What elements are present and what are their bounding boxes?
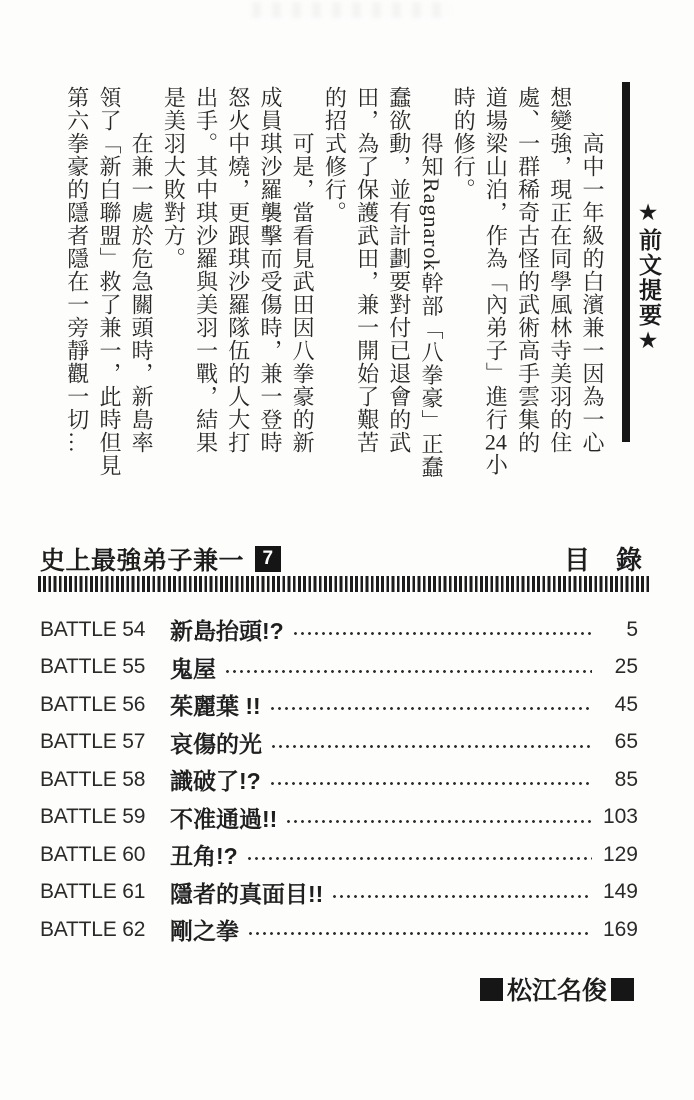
black-square-icon	[611, 978, 634, 1001]
dot-leader	[271, 782, 592, 785]
chapter-label: BATTLE 56	[40, 692, 146, 716]
toc-entry	[40, 911, 638, 949]
stripe-divider	[38, 576, 650, 592]
chapter-label: BATTLE 60	[40, 842, 146, 866]
page-number: 65	[614, 730, 638, 754]
toc-entry	[40, 874, 638, 912]
dot-leader	[249, 932, 592, 935]
toc-entry	[40, 836, 638, 874]
dot-leader	[333, 895, 592, 898]
page-number: 5	[626, 617, 638, 641]
toc-entry	[40, 761, 638, 799]
chapter-title: 哀傷的光	[170, 730, 262, 757]
synopsis-line: 領了「新白聯盟」救了兼一，此時但見	[96, 86, 122, 477]
chapter-title: 不准通過!!	[170, 805, 278, 832]
print-bleed-artifact	[252, 2, 452, 18]
chapter-label: BATTLE 58	[40, 767, 146, 791]
chapter-label: BATTLE 57	[40, 730, 146, 754]
synopsis-line: 處、一群稀奇古怪的武術高手雲集的	[515, 86, 541, 454]
chapter-label: BATTLE 54	[40, 617, 146, 641]
synopsis-line: 第六拳豪的隱者隱在一旁靜觀一切…	[64, 86, 90, 454]
synopsis-line: 可是，當看見武田因八拳豪的新	[290, 86, 316, 454]
synopsis-line: 蠢欲動，並有計劃要對付已退會的武	[386, 86, 412, 454]
synopsis-line: 高中一年級的白濱兼一因為一心	[580, 86, 605, 454]
dot-leader	[271, 707, 592, 710]
synopsis-line: 在兼一處於危急關頭時，新島率	[129, 86, 155, 454]
chapter-title: 識破了!?	[170, 768, 261, 795]
black-square-icon	[480, 978, 503, 1001]
chapter-label: BATTLE 59	[40, 805, 146, 829]
toc-heading: 目 錄	[563, 545, 642, 575]
synopsis-heading: ★前文提要★	[636, 200, 662, 356]
synopsis-line: 想變強，現正在同學風林寺美羽的住	[547, 86, 573, 454]
synopsis-line: 出手。其中琪沙羅與美羽一戰，結果	[193, 86, 219, 454]
chapter-label: BATTLE 62	[40, 917, 146, 941]
dot-leader	[226, 670, 592, 673]
series-title-text: 史上最強弟子兼一	[40, 547, 245, 575]
page-number: 169	[602, 917, 638, 941]
author-name: 松江名俊	[506, 977, 607, 1005]
synopsis-line: 成員琪沙羅襲擊而受傷時，兼一登時	[257, 86, 283, 454]
toc-entry	[40, 686, 638, 724]
chapter-title: 隱者的真面目!!	[170, 880, 324, 907]
toc-list	[40, 611, 638, 949]
synopsis-line: 的招式修行。	[322, 86, 348, 224]
page-number: 129	[602, 842, 638, 866]
chapter-title: 茱麗葉 !!	[170, 693, 261, 720]
synopsis-line: 是美羽大敗對方。	[161, 86, 187, 270]
chapter-title: 鬼屋	[170, 655, 216, 682]
dot-leader	[272, 745, 592, 748]
toc-entry	[40, 649, 638, 687]
series-title	[40, 541, 281, 577]
synopsis-divider-bar	[622, 82, 630, 442]
dot-leader	[287, 820, 592, 823]
chapter-title: 丑角!?	[170, 843, 238, 870]
page-number: 45	[614, 692, 638, 716]
author-credit	[480, 971, 634, 1007]
page-number: 149	[602, 880, 638, 904]
synopsis-text	[61, 86, 608, 479]
volume-number-badge: 7	[255, 546, 281, 572]
page-number: 103	[602, 805, 638, 829]
synopsis-line: 時的修行。	[451, 86, 477, 201]
synopsis-line: 田，為了保護武田，兼一開始了艱苦	[354, 86, 380, 454]
chapter-label: BATTLE 55	[40, 655, 146, 679]
page-number: 25	[614, 655, 638, 679]
chapter-title: 新島抬頭!?	[170, 618, 284, 645]
page-number: 85	[614, 767, 638, 791]
chapter-title: 剛之拳	[170, 918, 239, 945]
synopsis-line: 道場梁山泊，作為「內弟子」進行24小	[483, 86, 509, 476]
dot-leader	[294, 632, 592, 635]
synopsis-line: 得知Ragnarok幹部「八拳豪」正蠢	[418, 86, 444, 479]
chapter-label: BATTLE 61	[40, 880, 146, 904]
toc-entry	[40, 799, 638, 837]
dot-leader	[248, 857, 592, 860]
synopsis-line: 怒火中燒，更跟琪沙羅隊伍的人大打	[225, 86, 251, 454]
toc-entry	[40, 611, 638, 649]
toc-entry	[40, 724, 638, 762]
